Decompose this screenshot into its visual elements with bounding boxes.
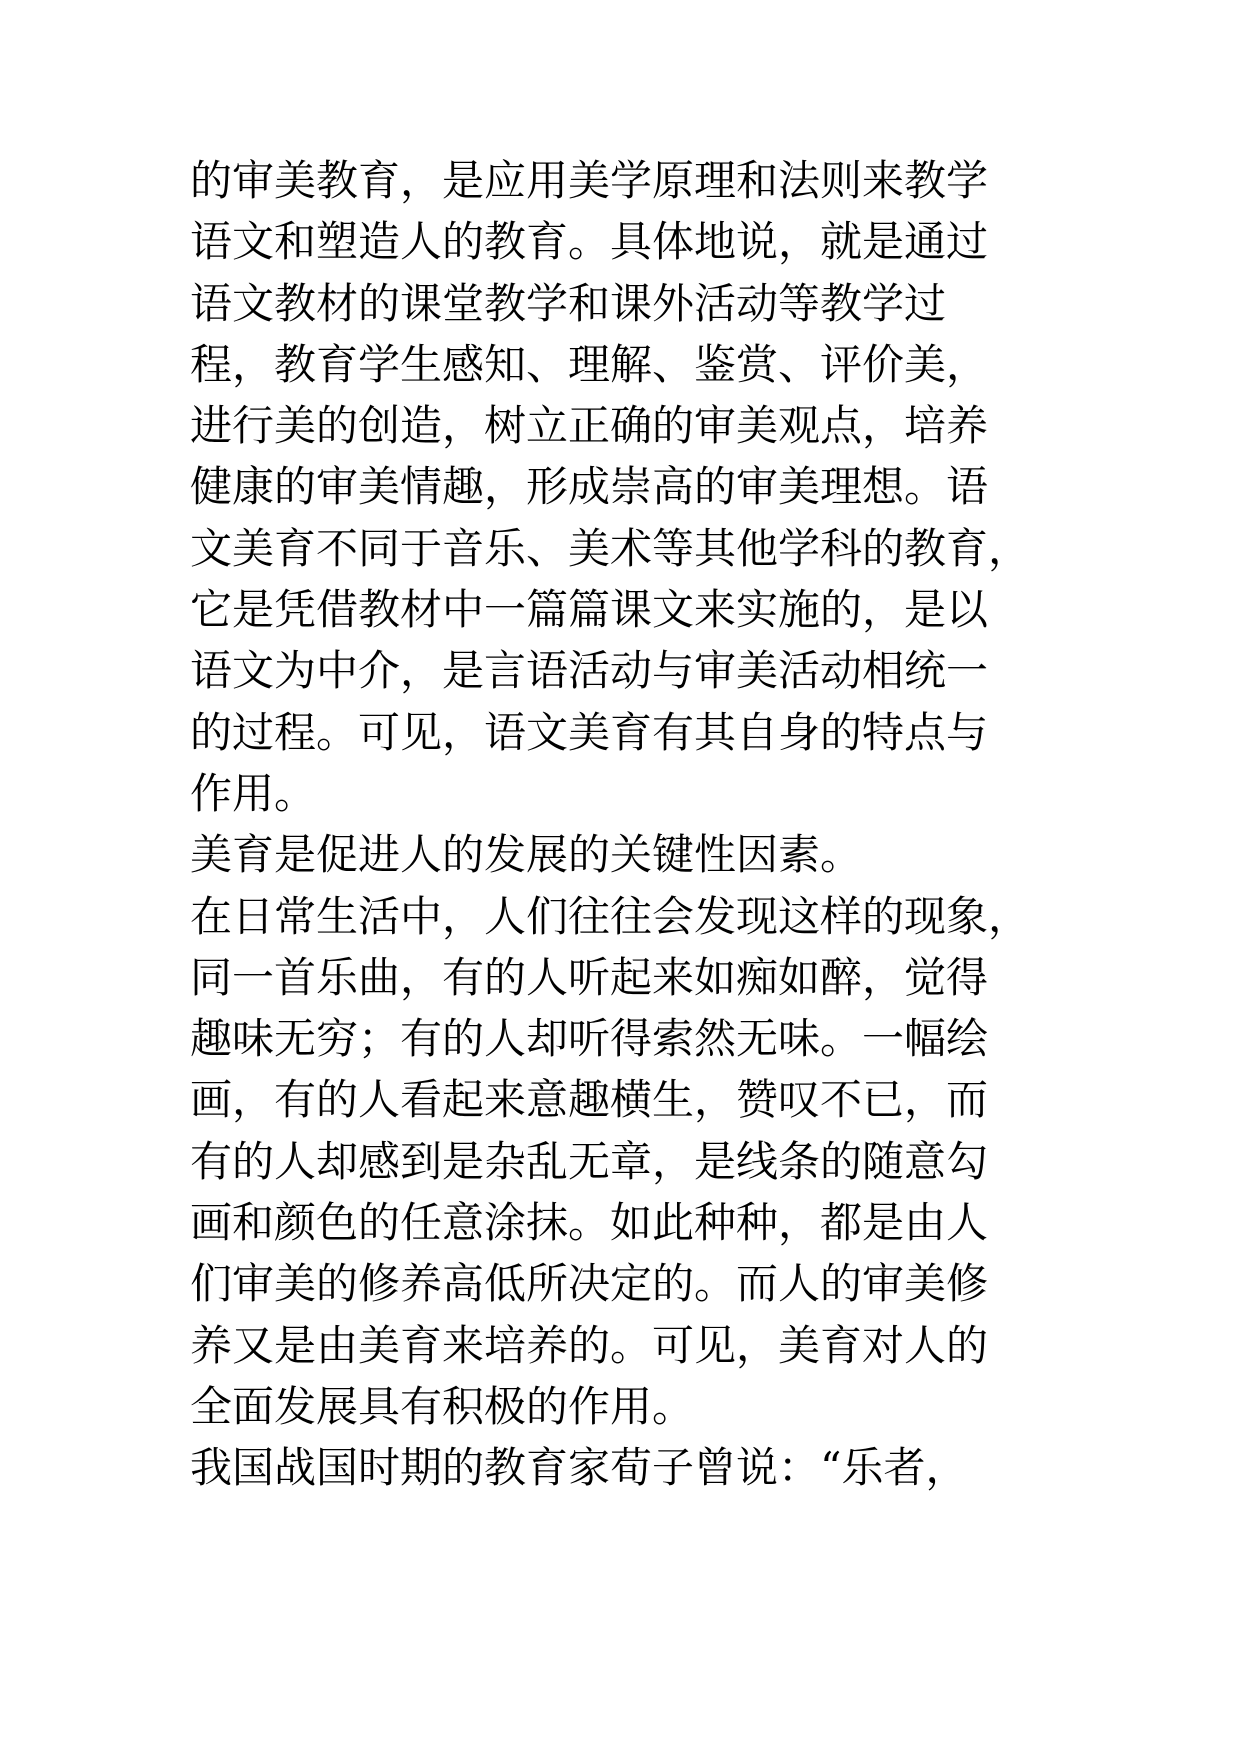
text-line: 语文和塑造人的教育。具体地说，就是通过 [190, 217, 989, 267]
text-line: 健康的审美情趣，形成崇高的审美理想。语 [190, 462, 989, 512]
text-line: 在日常生活中，人们往往会发现这样的现象， [190, 891, 1031, 941]
text-line: 进行美的创造，树立正确的审美观点，培养 [190, 401, 989, 451]
text-line: 有的人却感到是杂乱无章，是线条的随意勾 [190, 1136, 989, 1186]
text-line: 养又是由美育来培养的。可见，美育对人的 [190, 1320, 989, 1370]
text-line: 全面发展具有积极的作用。 [190, 1381, 695, 1431]
text-line: 它是凭借教材中一篇篇课文来实施的，是以 [190, 585, 989, 635]
text-line: 画和颜色的任意涂抹。如此种种，都是由人 [190, 1198, 989, 1248]
body-text [190, 150, 1080, 1499]
text-line: 同一首乐曲，有的人听起来如痴如醉，觉得 [190, 952, 989, 1002]
text-line: 我国战国时期的教育家荀子曾说：“乐者， [190, 1443, 968, 1493]
text-line: 趣味无穷；有的人却听得索然无味。一幅绘 [190, 1014, 989, 1064]
text-line: 美育是促进人的发展的关键性因素。 [190, 830, 863, 880]
text-line: 画，有的人看起来意趣横生，赞叹不已，而 [190, 1075, 989, 1125]
text-line: 语文教材的课堂教学和课外活动等教学过 [190, 278, 947, 328]
text-line: 程，教育学生感知、理解、鉴赏、评价美， [190, 339, 989, 389]
text-line: 们审美的修养高低所决定的。而人的审美修 [190, 1259, 989, 1309]
text-line: 文美育不同于音乐、美术等其他学科的教育， [190, 523, 1031, 573]
text-line: 的过程。可见，语文美育有其自身的特点与 [190, 707, 989, 757]
text-line: 语文为中介，是言语活动与审美活动相统一 [190, 646, 989, 696]
text-line: 作用。 [190, 768, 317, 818]
text-line: 的审美教育，是应用美学原理和法则来教学 [190, 156, 989, 205]
